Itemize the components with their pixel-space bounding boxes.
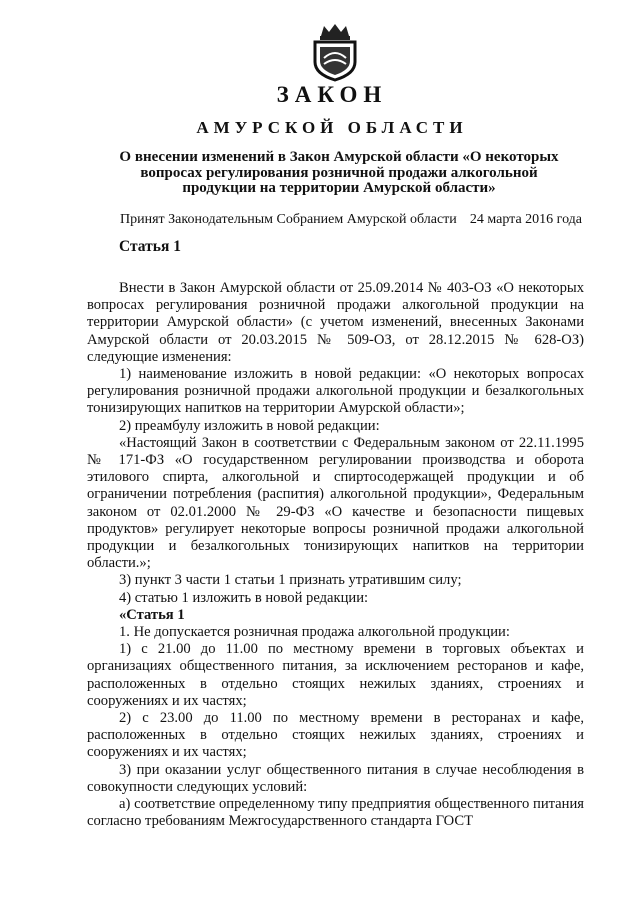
inner-article-heading: «Статья 1 — [119, 606, 185, 623]
adopted-date: 24 марта 2016 года — [469, 212, 582, 227]
paragraph: 4) статью 1 изложить в новой редакции: — [119, 589, 369, 606]
adoption-line — [120, 212, 582, 228]
law-subject: О внесении изменений в Закон Амурской области «О некоторых вопросах регулирования розничной продажи алкогольной продукции на территории Амурской области» — [119, 149, 559, 196]
article-body — [87, 280, 584, 831]
paragraph: 3) при оказании услуг общественного питания в случае несоблюдения в совокупности следующих условий: — [87, 761, 584, 795]
paragraph: Внести в Закон Амурской области от 25.09.2014 № 403-ОЗ «О некоторых вопросах регулирования розничной продажи алкогольной продукции на территории Амурской области» (с учетом изменений, внесенных Законами Амурской области от 20.03.2015 № 509-ОЗ, от 28.12.2015 № 628-ОЗ) следующие изменения: — [87, 280, 584, 365]
paragraph: «Настоящий Закон в соответствии с Федеральным законом от 22.11.1995 № 171-ФЗ «О государственном регулировании производства и оборота этилового спирта, алкогольной и спиртосодержащей продукции и об ограничении потребления (распития) алкогольной продукции», Федеральным законом от 02.01.2000 № 29-ФЗ «О качестве и безопасности пищевых продуктов» регулирует некоторые вопросы розничной продажи алкогольной продукции и безалкогольных тонизирующих напитков на территории области.»; — [87, 434, 584, 572]
paragraph: 2) преамбулу изложить в новой редакции: — [119, 417, 380, 434]
paragraph: 3) пункт 3 части 1 статьи 1 признать утратившим силу; — [119, 572, 462, 589]
adopted-by: Принят Законодательным Собранием Амурской области — [120, 212, 457, 227]
coat-of-arms-icon — [307, 22, 363, 82]
document-title: ЗАКОН — [276, 82, 388, 107]
paragraph: 1. Не допускается розничная продажа алкогольной продукции: — [119, 624, 510, 641]
paragraph: 2) с 23.00 до 11.00 по местному времени в ресторанах и кафе, расположенных в отдельно стоящих нежилых зданиях, строениях и сооружениях и их частях; — [87, 710, 584, 761]
region-title: АМУРСКОЙ ОБЛАСТИ — [196, 118, 468, 137]
paragraph: 1) наименование изложить в новой редакции: «О некоторых вопросах регулирования розничной продажи алкогольной продукции и безалкогольных тонизирующих напитков на территории Амурской области»; — [87, 366, 584, 417]
paragraph: 1) с 21.00 до 11.00 по местному времени в торговых объектах и организациях общественного питания, за исключением ресторанов и кафе, расположенных в отдельно стоящих нежилых зданиях, строениях и сооружениях и их частях; — [87, 641, 584, 709]
paragraph: а) соответствие определенному типу предприятия общественного питания согласно требованиям Межгосударственного стандарта ГОСТ — [87, 796, 584, 830]
article-heading: Статья 1 — [119, 238, 181, 255]
